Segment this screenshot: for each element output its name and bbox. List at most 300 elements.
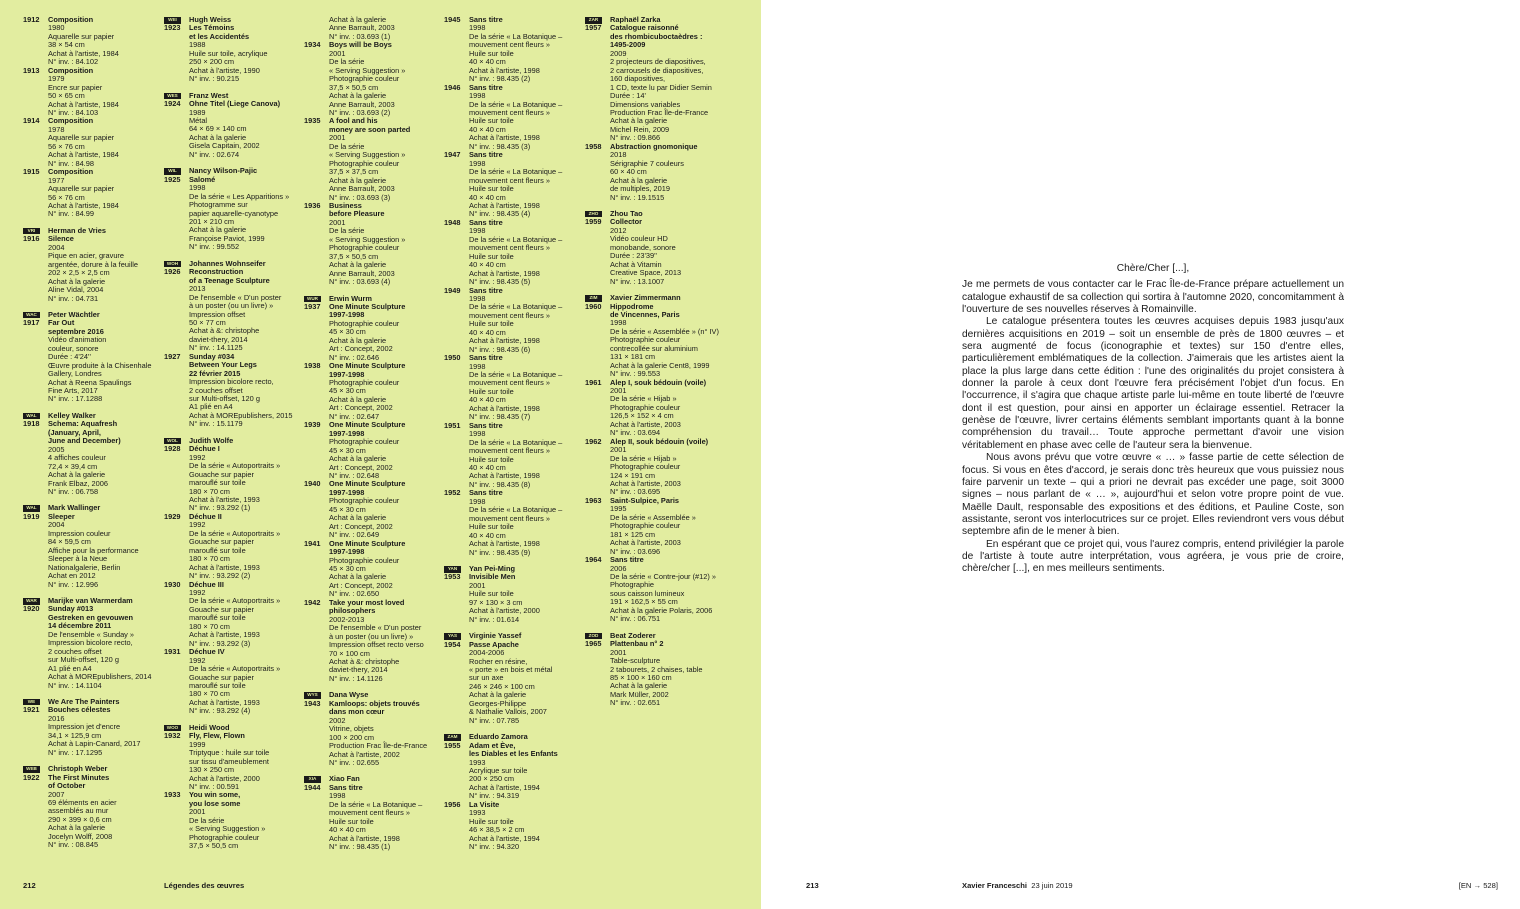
artwork-caption bbox=[585, 303, 719, 379]
artwork-caption bbox=[585, 218, 719, 286]
artwork-caption bbox=[304, 202, 427, 287]
caption-detail: De la série « La Botanique – bbox=[469, 505, 563, 515]
artwork-title: Catalogue raisonné bbox=[610, 23, 679, 33]
artist-header bbox=[23, 311, 152, 319]
caption-title-line bbox=[304, 303, 427, 311]
caption-detail: Achat à l'artiste, 2003 bbox=[610, 479, 681, 489]
artwork-caption bbox=[585, 497, 719, 556]
caption-detail: 40 × 40 cm bbox=[469, 192, 506, 202]
caption-detail: Achat à la galerie bbox=[48, 470, 106, 480]
caption-title-line bbox=[304, 421, 427, 429]
caption-detail: 1992 bbox=[189, 655, 206, 665]
caption-detail: marouflé sur toile bbox=[189, 545, 246, 555]
catalogue-number: 1964 bbox=[585, 555, 602, 565]
artist-code-badge: WES bbox=[164, 93, 181, 100]
caption-detail: N° inv. : 14.1126 bbox=[329, 673, 383, 683]
caption-detail-line bbox=[164, 109, 293, 117]
caption-detail: Achat à la galerie Cent8, 1999 bbox=[610, 360, 710, 370]
caption-detail: mouvement cent fleurs » bbox=[469, 40, 550, 50]
caption-detail: Mark Müller, 2002 bbox=[610, 689, 669, 699]
caption-detail: Anne Barrault, 2003 bbox=[329, 99, 395, 109]
caption-detail: N° inv. : 01.614 bbox=[469, 614, 520, 624]
artwork-title: Composition bbox=[48, 65, 94, 75]
caption-title-line bbox=[304, 784, 427, 792]
caption-detail: 2006 bbox=[610, 563, 627, 573]
caption-detail: De la série « Hijab » bbox=[610, 453, 677, 463]
caption-detail: Impression offset bbox=[189, 309, 246, 319]
artwork-caption bbox=[304, 540, 427, 599]
artwork-title: 22 février 2015 bbox=[189, 368, 241, 378]
caption-detail: Production Frac Île-de-France bbox=[610, 107, 709, 117]
caption-detail: 2 projecteurs de diapositives, bbox=[610, 57, 706, 67]
caption-detail-line bbox=[304, 134, 427, 142]
artist-header bbox=[304, 775, 427, 783]
catalogue-number: 1927 bbox=[164, 351, 181, 361]
caption-detail: 2 tabourets, 2 chaises, table bbox=[610, 664, 703, 674]
artist-header bbox=[23, 504, 152, 512]
artwork-caption bbox=[164, 791, 293, 850]
caption-detail: Huile sur toile bbox=[469, 251, 514, 261]
caption-detail: 56 × 76 cm bbox=[48, 192, 85, 202]
caption-detail-line bbox=[444, 717, 562, 725]
caption-detail: Achat à l'artiste, 1990 bbox=[189, 65, 260, 75]
artwork-caption bbox=[444, 84, 562, 152]
caption-detail: A1 plié en A4 bbox=[48, 663, 92, 673]
caption-detail: Creative Space, 2013 bbox=[610, 268, 682, 278]
caption-detail: 40 × 40 cm bbox=[469, 395, 506, 405]
caption-detail: De la série « Autoportraits » bbox=[189, 664, 281, 674]
caption-detail: 37,5 × 37,5 cm bbox=[329, 167, 379, 177]
artwork-title: Adam et Ève, bbox=[469, 740, 516, 750]
caption-title-line bbox=[585, 33, 719, 41]
letter-salutation: Chère/Cher [...], bbox=[1116, 263, 1190, 274]
artwork-title: Sans titre bbox=[469, 217, 503, 227]
caption-detail: 2002 bbox=[329, 715, 346, 725]
caption-detail: Achat à &: christophe bbox=[329, 656, 400, 666]
caption-detail: De l'ensemble « D'un poster bbox=[329, 623, 422, 633]
caption-detail: 40 × 40 cm bbox=[469, 463, 506, 473]
caption-detail-line bbox=[164, 842, 293, 850]
caption-title-line bbox=[164, 800, 293, 808]
caption-detail: Achat à l'artiste, 2002 bbox=[329, 749, 400, 759]
caption-title-line bbox=[444, 573, 562, 581]
catalogue-number: 1920 bbox=[23, 604, 40, 614]
caption-detail: Durée : 23'39'' bbox=[610, 251, 657, 261]
artwork-caption bbox=[23, 605, 152, 690]
artist-code-badge: YAS bbox=[444, 633, 461, 640]
caption-detail: 40 × 40 cm bbox=[469, 124, 506, 134]
artwork-title: 1997-1998 bbox=[329, 547, 365, 557]
artwork-caption bbox=[304, 421, 427, 480]
caption-detail: Georges-Philippe bbox=[469, 698, 527, 708]
catalogue-number: 1931 bbox=[164, 647, 181, 657]
artist-code-badge: ZAM bbox=[444, 734, 461, 741]
artist-name: Herman de Vries bbox=[48, 225, 106, 235]
artist-name: Christoph Weber bbox=[48, 764, 108, 774]
caption-detail: N° inv. : 02.651 bbox=[610, 698, 661, 708]
artwork-title: Gestreken en gevouwen bbox=[48, 612, 134, 622]
caption-detail: Fine Arts, 2017 bbox=[48, 386, 98, 396]
caption-detail: 290 × 399 × 0,6 cm bbox=[48, 814, 112, 824]
caption-detail: Frank Elbaz, 2006 bbox=[48, 478, 108, 488]
caption-detail: 180 × 70 cm bbox=[189, 621, 230, 631]
caption-title-line bbox=[164, 445, 293, 453]
caption-title-line bbox=[304, 362, 427, 370]
artwork-caption bbox=[23, 420, 152, 496]
caption-detail: N° inv. : 94.319 bbox=[469, 791, 520, 801]
caption-detail: 38 × 54 cm bbox=[48, 40, 85, 50]
caption-detail: 4 affiches couleur bbox=[48, 453, 106, 463]
caption-detail: N° inv. : 98.435 (4) bbox=[469, 209, 531, 219]
caption-detail: Dimensions variables bbox=[610, 99, 681, 109]
caption-detail: marouflé sur toile bbox=[189, 613, 246, 623]
caption-detail: Achat à l'artiste, 1998 bbox=[469, 200, 540, 210]
caption-detail: argentée, dorure à la feuille bbox=[48, 259, 138, 269]
caption-detail: 1995 bbox=[610, 504, 627, 514]
catalogue-number: 1944 bbox=[304, 782, 321, 792]
caption-title-line bbox=[23, 67, 152, 75]
artist-code-badge: WIL bbox=[164, 168, 181, 175]
caption-detail: 2018 bbox=[610, 150, 627, 160]
caption-detail: 1998 bbox=[469, 158, 486, 168]
caption-detail: 45 × 30 cm bbox=[329, 327, 366, 337]
caption-detail: Achat à Lapin-Canard, 2017 bbox=[48, 739, 141, 749]
caption-detail: 1998 bbox=[469, 361, 486, 371]
caption-detail: 37,5 × 50,5 cm bbox=[329, 82, 379, 92]
caption-detail: N° inv. : 09.866 bbox=[610, 133, 661, 143]
caption-detail: Achat à la galerie bbox=[329, 15, 387, 24]
caption-detail: 1992 bbox=[189, 520, 206, 530]
caption-title-line bbox=[585, 41, 719, 49]
caption-detail: De la série bbox=[329, 141, 365, 151]
artwork-title: Sans titre bbox=[469, 150, 503, 160]
caption-title-line bbox=[585, 640, 719, 648]
artwork-title: Between Your Legs bbox=[189, 360, 257, 370]
caption-detail-line bbox=[304, 759, 427, 767]
caption-detail-line bbox=[23, 682, 152, 690]
caption-detail: Impression bicolore recto, bbox=[189, 377, 274, 387]
caption-detail: Production Frac Île-de-France bbox=[329, 741, 428, 751]
caption-continuation bbox=[304, 16, 427, 41]
artwork-title: One Minute Sculpture bbox=[329, 479, 406, 489]
catalogue-number: 1949 bbox=[444, 285, 461, 295]
caption-detail: N° inv. : 98.435 (8) bbox=[469, 479, 531, 489]
caption-detail: Achat à la galerie bbox=[329, 260, 387, 270]
caption-detail: 1 CD, texte lu par Didier Semin bbox=[610, 82, 712, 92]
artwork-title: Hippodrome bbox=[610, 301, 654, 311]
caption-detail: N° inv. : 98.435 (9) bbox=[469, 547, 531, 557]
caption-detail: De la série « Les Apparitions » bbox=[189, 191, 290, 201]
caption-detail: Gouache sur papier bbox=[189, 672, 254, 682]
caption-detail: 1999 bbox=[189, 739, 206, 749]
caption-detail: Achat à l'artiste, 1984 bbox=[48, 99, 119, 109]
artwork-title: One Minute Sculpture bbox=[329, 361, 406, 371]
caption-detail: De la série « La Botanique – bbox=[469, 99, 563, 109]
artist-name: Kelley Walker bbox=[48, 410, 96, 420]
letter-date: 23 juin 2019 bbox=[1031, 881, 1073, 890]
caption-detail-line bbox=[444, 843, 562, 851]
artist-code-badge: ZAR bbox=[585, 17, 602, 24]
artist-name: Judith Wolfe bbox=[189, 435, 234, 445]
caption-detail-line bbox=[304, 843, 427, 851]
caption-detail: Photographie couleur bbox=[329, 496, 400, 506]
caption-detail: sur Multi-offset, 120 g bbox=[48, 655, 119, 665]
caption-detail: De la série bbox=[189, 815, 225, 825]
caption-detail: & Nathalie Vallois, 2007 bbox=[469, 707, 547, 717]
caption-detail-line bbox=[23, 33, 152, 41]
artwork-caption bbox=[585, 143, 719, 202]
caption-detail: N° inv. : 15.1179 bbox=[189, 419, 243, 429]
artwork-title: Sans titre bbox=[329, 782, 363, 792]
caption-title-line bbox=[304, 540, 427, 548]
artwork-caption bbox=[444, 16, 562, 84]
caption-detail: papier aquarelle-cyanotype bbox=[189, 208, 279, 218]
artwork-title: de Vincennes, Paris bbox=[610, 309, 680, 319]
caption-detail: De la série « La Botanique – bbox=[469, 167, 563, 177]
catalogue-number: 1958 bbox=[585, 141, 602, 151]
catalogue-number: 1939 bbox=[304, 420, 321, 430]
caption-title-line bbox=[23, 168, 152, 176]
caption-detail-line bbox=[585, 615, 719, 623]
caption-detail: 69 éléments en acier bbox=[48, 797, 117, 807]
artwork-title: Sleeper bbox=[48, 511, 75, 521]
caption-detail: Achat à la galerie bbox=[189, 225, 247, 235]
caption-detail: Œuvre produite à la Chisenhale bbox=[48, 360, 152, 370]
artwork-title: Passe Apache bbox=[469, 639, 519, 649]
letter-paragraph: Le catalogue présentera toutes les œuvres acquises depuis 1983 jusqu'aux dernières acquisitions en 2019 – soit un ensemble de près de 1800 œuvres – et sera augmenté de focus (iconographie et textes) sur 150 d'entre elles, particulièrement emblématiques de la collection. J'aimerais que les artistes aient la place la plus large dans cette édition : l'une des originalités du projet consistera à donner la parole à ceux dont l'œuvre fera précisément l'objet d'un focus. En l'occurrence, il s'agira que chaque artiste parle lui-même en toute liberté de l'œuvre dont il est question, pour ainsi en apporter un éclairage essentiel. Retracer la genèse de l'œuvre, livrer certains éléments semblant importants quant à la bonne compréhension du travail… Toute approche permettant d'avoir une vision véritablement en phase avec celle de l'auteur sera la bienvenue. bbox=[962, 316, 1344, 451]
caption-detail: N° inv. : 03.693 (1) bbox=[329, 31, 391, 41]
caption-detail: mouvement cent fleurs » bbox=[469, 513, 550, 523]
artwork-caption bbox=[304, 117, 427, 202]
caption-detail: N° inv. : 04.731 bbox=[48, 293, 99, 303]
artwork-title: Abstraction gnomonique bbox=[610, 141, 698, 151]
caption-detail: 130 × 250 cm bbox=[189, 765, 234, 775]
artwork-title: 1997-1998 bbox=[329, 369, 365, 379]
caption-detail: N° inv. : 99.553 bbox=[610, 369, 661, 379]
artwork-caption bbox=[304, 362, 427, 421]
caption-detail: 2 couches offset bbox=[48, 646, 102, 656]
caption-detail: Achat à la galerie Polaris, 2006 bbox=[610, 605, 713, 615]
caption-detail-line bbox=[585, 160, 719, 168]
caption-detail: 50 × 77 cm bbox=[189, 317, 226, 327]
caption-detail: 2004 bbox=[48, 242, 65, 252]
caption-detail: sur tissu d'ameublement bbox=[189, 756, 269, 766]
caption-detail: De la série « La Botanique – bbox=[469, 302, 563, 312]
caption-title-line bbox=[304, 210, 427, 218]
caption-detail: « Serving Suggestion » bbox=[329, 150, 406, 160]
letter-paragraph: Nous avons prévu que votre œuvre « … » fasse partie de cette sélection de focus. Si vous en êtes d'accord, je serais donc très heureux que vous puissiez nous faire parvenir un texte – qui a priori ne devrait pas excéder une page, soit 3000 signes – nous parlant de « … », aujourd'hui et selon votre propre point de vue. Maëlle Dault, responsable des expositions et des éditions, et Pauline Coste, son assistante, seront vos interlocutrices sur ce projet. Elles reviendront vers vous début septembre afin de le mener à bien. bbox=[962, 452, 1344, 538]
catalogue-number: 1953 bbox=[444, 572, 461, 582]
caption-detail: 1998 bbox=[610, 318, 627, 328]
artist-code-badge: WAR bbox=[23, 598, 40, 605]
caption-detail: Photographie couleur bbox=[329, 437, 400, 447]
caption-detail: Aquarelle sur papier bbox=[48, 184, 115, 194]
letter-paragraph: Je me permets de vous contacter car le Frac Île-de-France prépare actuellement un catalogue exhaustif de sa collection qui sortira à l'automne 2020, concomitamment à l'ouverture de ses nouvelles réserves à Romainville. bbox=[962, 279, 1344, 316]
caption-detail-line bbox=[23, 841, 152, 849]
artwork-title: Sans titre bbox=[610, 555, 644, 565]
caption-detail: Art : Concept, 2002 bbox=[329, 344, 393, 354]
caption-detail: 56 × 76 cm bbox=[48, 141, 85, 151]
caption-detail: 85 × 100 × 160 cm bbox=[610, 672, 672, 682]
caption-detail-line bbox=[164, 420, 293, 428]
catalogue-number: 1930 bbox=[164, 579, 181, 589]
caption-detail: 40 × 40 cm bbox=[469, 57, 506, 67]
caption-detail: 70 × 100 cm bbox=[329, 648, 370, 658]
catalogue-number: 1957 bbox=[585, 23, 602, 33]
caption-detail: 1988 bbox=[189, 40, 206, 50]
artwork-title: septembre 2016 bbox=[48, 326, 104, 336]
caption-detail: 1979 bbox=[48, 74, 65, 84]
caption-detail-line bbox=[444, 278, 562, 286]
caption-detail: 1992 bbox=[189, 588, 206, 597]
artist-code-badge: WE bbox=[23, 699, 40, 706]
artwork-title: Saint-Sulpice, Paris bbox=[610, 495, 680, 505]
catalogue-number: 1948 bbox=[444, 217, 461, 227]
caption-detail: N° inv. : 03.695 bbox=[610, 487, 661, 497]
entry-spacer bbox=[304, 767, 427, 775]
artist-name: Beat Zoderer bbox=[610, 630, 656, 640]
artwork-title: Déchue II bbox=[189, 511, 222, 521]
artist-name: Johannes Wohnseifer bbox=[189, 258, 266, 268]
catalogue-number: 1923 bbox=[164, 23, 181, 33]
caption-detail-line bbox=[585, 699, 719, 707]
caption-title-line bbox=[444, 16, 562, 24]
caption-detail: N° inv. : 98.435 (1) bbox=[329, 842, 391, 852]
catalogue-number: 1935 bbox=[304, 116, 321, 126]
artist-code-badge: WAL bbox=[23, 505, 40, 512]
caption-detail: De la série « Hijab » bbox=[610, 394, 677, 404]
caption-detail: 45 × 30 cm bbox=[329, 445, 366, 455]
catalogue-number: 1938 bbox=[304, 361, 321, 371]
caption-detail: De la série « Contre-jour (#12) » bbox=[610, 572, 716, 581]
caption-detail: 45 × 30 cm bbox=[329, 504, 366, 514]
catalogue-number: 1922 bbox=[23, 772, 40, 782]
caption-title-line bbox=[585, 438, 719, 446]
artist-name: Yan Pei-Ming bbox=[469, 564, 515, 573]
artwork-title: Salomé bbox=[189, 174, 216, 184]
caption-title-line bbox=[164, 176, 293, 184]
artwork-title: The First Minutes bbox=[48, 772, 110, 782]
artwork-title: La Visite bbox=[469, 799, 500, 809]
artist-name: Dana Wyse bbox=[329, 690, 369, 700]
caption-detail: N° inv. : 93.292 (4) bbox=[189, 706, 251, 716]
caption-detail: Achat à l'artiste, 2000 bbox=[469, 606, 540, 616]
catalogue-number: 1962 bbox=[585, 436, 602, 446]
caption-detail: 37,5 × 50,5 cm bbox=[329, 251, 379, 261]
catalogue-number: 1934 bbox=[304, 40, 321, 50]
artwork-title: Sunday #034 bbox=[189, 351, 235, 361]
artwork-caption bbox=[585, 556, 719, 624]
caption-detail: contrecollée sur aluminium bbox=[610, 343, 698, 353]
caption-detail: 1998 bbox=[469, 429, 486, 439]
caption-detail-line bbox=[164, 311, 293, 319]
artwork-caption bbox=[23, 117, 152, 168]
artwork-title: dans mon cœur bbox=[329, 707, 385, 717]
artwork-title: of a Teenage Sculpture bbox=[189, 275, 270, 285]
caption-detail-line bbox=[585, 84, 719, 92]
catalogue-number: 1965 bbox=[585, 639, 602, 649]
caption-detail: N° inv. : 98.435 (2) bbox=[469, 74, 531, 84]
caption-detail-line bbox=[164, 151, 293, 159]
caption-detail-line bbox=[585, 548, 719, 556]
caption-detail: sur Multi-offset, 120 g bbox=[189, 394, 260, 404]
artwork-title: Sans titre bbox=[469, 82, 503, 92]
caption-detail: 1993 bbox=[469, 808, 486, 818]
caption-detail-line bbox=[304, 194, 427, 202]
artwork-caption bbox=[23, 706, 152, 757]
caption-title-line bbox=[585, 143, 719, 151]
caption-detail: De la série « Autoportraits » bbox=[189, 461, 281, 471]
artist-name: Xiao Fan bbox=[329, 774, 360, 784]
artwork-caption bbox=[444, 641, 562, 726]
caption-detail-line bbox=[444, 549, 562, 557]
caption-detail: 124 × 191 cm bbox=[610, 470, 655, 480]
caption-detail: Vidéo couleur HD bbox=[610, 234, 668, 244]
artwork-title: Plattenbau n° 2 bbox=[610, 639, 664, 649]
caption-detail: Photographie couleur bbox=[329, 74, 400, 84]
caption-detail: Art : Concept, 2002 bbox=[329, 403, 393, 413]
catalogue-number: 1963 bbox=[585, 495, 602, 505]
caption-column-3 bbox=[304, 16, 427, 852]
artwork-title: A fool and his bbox=[329, 116, 378, 126]
caption-detail: Achat à la galerie bbox=[610, 116, 668, 126]
caption-detail: Achat à la galerie bbox=[610, 175, 668, 185]
caption-title-line bbox=[304, 607, 427, 615]
caption-detail: Photographie couleur bbox=[329, 243, 400, 253]
caption-detail: Achat à l'artiste, 1993 bbox=[189, 630, 260, 640]
artwork-caption bbox=[585, 24, 719, 142]
caption-title-line bbox=[23, 117, 152, 125]
caption-detail: 2 carrousels de diapositives, bbox=[610, 65, 704, 75]
caption-detail: 1998 bbox=[329, 791, 346, 801]
caption-detail: 40 × 40 cm bbox=[469, 260, 506, 270]
caption-title-line bbox=[164, 277, 293, 285]
caption-detail: mouvement cent fleurs » bbox=[469, 310, 550, 320]
caption-detail: Michel Rein, 2009 bbox=[610, 124, 670, 134]
caption-detail: Achat à la galerie bbox=[329, 91, 387, 101]
artwork-title: (January, April, bbox=[48, 427, 101, 437]
artist-name: Heidi Wood bbox=[189, 722, 230, 732]
caption-title-line bbox=[23, 235, 152, 243]
caption-detail: 250 × 200 cm bbox=[189, 57, 234, 67]
caption-detail: N° inv. : 98.435 (5) bbox=[469, 277, 531, 287]
caption-detail: 2007 bbox=[48, 789, 65, 799]
artist-name: Franz West bbox=[189, 90, 229, 100]
caption-detail: Achat à l'artiste, 1998 bbox=[469, 403, 540, 413]
caption-detail: 1998 bbox=[469, 496, 486, 506]
artist-header bbox=[164, 167, 293, 175]
caption-detail: 34,1 × 125,9 cm bbox=[48, 730, 102, 740]
caption-title-line bbox=[444, 750, 562, 758]
catalogue-number: 1933 bbox=[164, 790, 181, 800]
artwork-caption bbox=[23, 16, 152, 67]
caption-detail: Impression jet d'encre bbox=[48, 722, 121, 732]
artwork-title: One Minute Sculpture bbox=[329, 538, 406, 548]
artwork-title: Ohne Titel (Liege Canova) bbox=[189, 99, 281, 109]
caption-detail: 45 × 30 cm bbox=[329, 564, 366, 573]
caption-detail: mouvement cent fleurs » bbox=[469, 175, 550, 185]
caption-detail-line bbox=[444, 346, 562, 354]
caption-detail: Achat à Vitamin bbox=[610, 259, 662, 269]
caption-detail: Art : Concept, 2002 bbox=[329, 521, 393, 531]
catalogue-number: 1942 bbox=[304, 597, 321, 607]
artist-name: Raphaël Zarka bbox=[610, 15, 661, 24]
caption-detail: N° inv. : 98.435 (7) bbox=[469, 412, 531, 422]
artwork-title: Composition bbox=[48, 15, 94, 24]
caption-detail: 1977 bbox=[48, 175, 65, 185]
caption-detail: N° inv. : 02.647 bbox=[329, 411, 380, 421]
caption-detail: 1998 bbox=[469, 293, 486, 303]
